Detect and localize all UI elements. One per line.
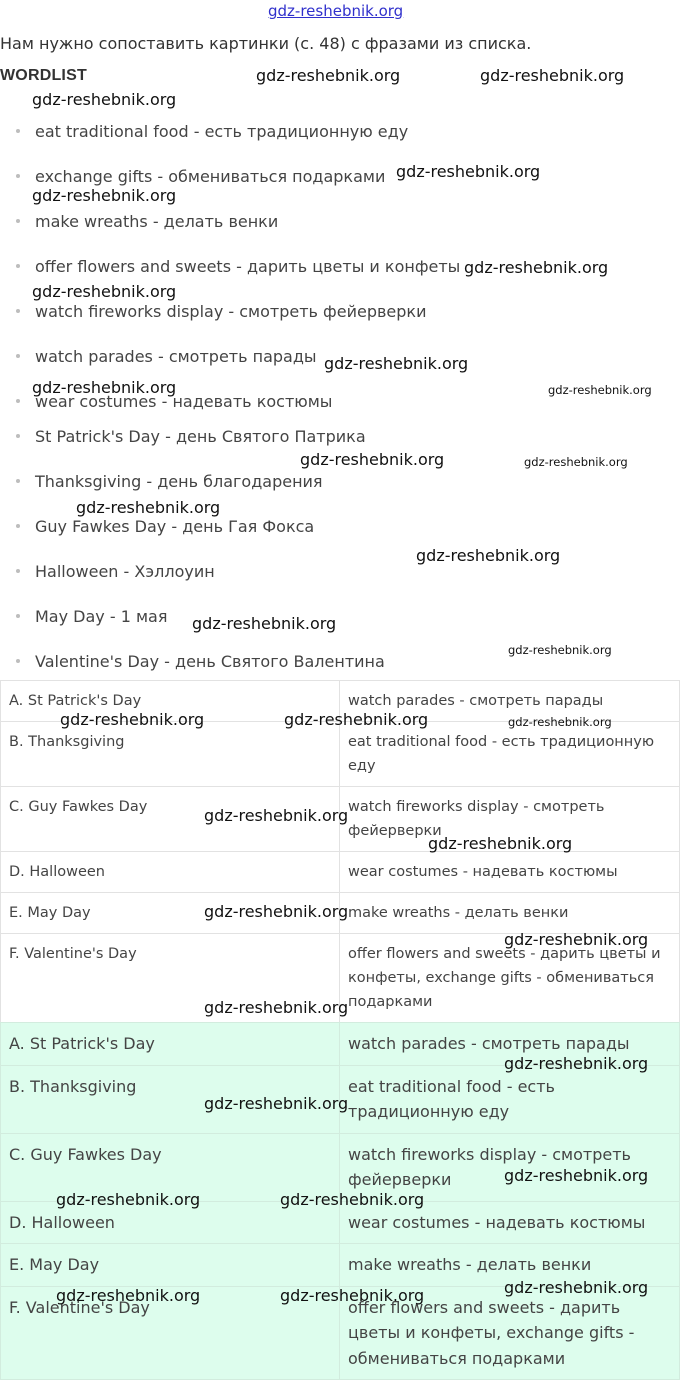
table-row	[1, 852, 680, 893]
list-item: watch fireworks display - смотреть фейерверки	[16, 302, 426, 321]
watermark: gdz-reshebnik.org	[76, 498, 221, 517]
watermark: gdz-reshebnik.org	[192, 614, 337, 633]
holiday-cell: C. Guy Fawkes Day	[1, 1133, 340, 1201]
watermark: gdz-reshebnik.org	[280, 1190, 425, 1209]
bullet-icon	[16, 129, 20, 133]
list-item: Thanksgiving - день благодарения	[16, 472, 323, 491]
holiday-cell: B. Thanksgiving	[1, 1065, 340, 1133]
watermark: gdz-reshebnik.org	[504, 1166, 649, 1185]
watermark: gdz-reshebnik.org	[428, 834, 573, 853]
activity-cell: make wreaths - делать венки	[340, 1244, 680, 1287]
watermark: gdz-reshebnik.org	[524, 455, 628, 469]
bullet-icon	[16, 174, 20, 178]
activity-cell: eat traditional food - есть традиционную еду	[340, 722, 680, 787]
watermark: gdz-reshebnik.org	[396, 162, 541, 181]
list-item: Valentine's Day - день Святого Валентина	[16, 652, 385, 671]
list-item: May Day - 1 мая	[16, 607, 167, 626]
answer-table	[0, 680, 680, 1023]
list-item: exchange gifts - обмениваться подарками	[16, 167, 385, 186]
bullet-icon	[16, 659, 20, 663]
list-item: watch parades - смотреть парады	[16, 347, 317, 366]
bullet-icon	[16, 399, 20, 403]
watermark: gdz-reshebnik.org	[284, 710, 429, 729]
holiday-cell: A. St Patrick's Day	[1, 681, 340, 722]
activity-cell: watch fireworks display - смотреть фейерверки	[340, 1133, 680, 1201]
activity-cell: eat traditional food - есть традиционную еду	[340, 1065, 680, 1133]
list-item: Guy Fawkes Day - день Гая Фокса	[16, 517, 314, 536]
watermark: gdz-reshebnik.org	[464, 258, 609, 277]
watermark: gdz-reshebnik.org	[300, 450, 445, 469]
bullet-icon	[16, 309, 20, 313]
list-item: offer flowers and sweets - дарить цветы и конфеты	[16, 257, 460, 276]
watermark: gdz-reshebnik.org	[32, 186, 177, 205]
site-link[interactable]: gdz-reshebnik.org	[268, 2, 404, 20]
holiday-cell: E. May Day	[1, 1244, 340, 1287]
watermark: gdz-reshebnik.org	[504, 930, 649, 949]
watermark: gdz-reshebnik.org	[324, 354, 469, 373]
activity-cell: wear costumes - надевать костюмы	[340, 852, 680, 893]
bullet-icon	[16, 614, 20, 618]
activity-cell: watch fireworks display - смотреть фейерверки	[340, 787, 680, 852]
list-item: wear costumes - надевать костюмы	[16, 392, 332, 411]
activity-cell: make wreaths - делать венки	[340, 893, 680, 934]
watermark: gdz-reshebnik.org	[504, 1278, 649, 1297]
watermark: gdz-reshebnik.org	[204, 806, 349, 825]
holiday-cell: C. Guy Fawkes Day	[1, 787, 340, 852]
holiday-cell: B. Thanksgiving	[1, 722, 340, 787]
watermark: gdz-reshebnik.org	[32, 90, 177, 109]
intro-text: Нам нужно сопоставить картинки (с. 48) с фразами из списка.	[0, 34, 532, 53]
watermark: gdz-reshebnik.org	[280, 1286, 425, 1305]
watermark: gdz-reshebnik.org	[204, 998, 349, 1017]
activity-cell: watch parades - смотреть парады	[340, 1023, 680, 1066]
list-item: St Patrick's Day - день Святого Патрика	[16, 427, 366, 446]
activity-cell: offer flowers and sweets - дарить цветы и конфеты, exchange gifts - обмениваться подарками	[340, 934, 680, 1023]
watermark: gdz-reshebnik.org	[504, 1054, 649, 1073]
holiday-cell: D. Halloween	[1, 852, 340, 893]
holiday-cell: F. Valentine's Day	[1, 934, 340, 1023]
bullet-icon	[16, 264, 20, 268]
bullet-icon	[16, 524, 20, 528]
list-item: Halloween - Хэллоуин	[16, 562, 215, 581]
watermark: gdz-reshebnik.org	[508, 715, 612, 729]
watermark: gdz-reshebnik.org	[56, 1190, 201, 1209]
watermark: gdz-reshebnik.org	[56, 1286, 201, 1305]
activity-cell: watch parades - смотреть парады	[340, 681, 680, 722]
table-row	[1, 722, 680, 787]
bullet-icon	[16, 354, 20, 358]
watermark: gdz-reshebnik.org	[32, 282, 177, 301]
bullet-icon	[16, 569, 20, 573]
bullet-icon	[16, 434, 20, 438]
activity-cell: offer flowers and sweets - дарить цветы и конфеты, exchange gifts - обмениваться подарками	[340, 1286, 680, 1380]
watermark: gdz-reshebnik.org	[480, 66, 625, 85]
activity-cell: wear costumes - надевать костюмы	[340, 1201, 680, 1244]
watermark: gdz-reshebnik.org	[204, 902, 349, 921]
list-item: make wreaths - делать венки	[16, 212, 278, 231]
bullet-icon	[16, 219, 20, 223]
holiday-cell: E. May Day	[1, 893, 340, 934]
watermark: gdz-reshebnik.org	[508, 643, 612, 657]
bullet-icon	[16, 479, 20, 483]
watermark: gdz-reshebnik.org	[60, 710, 205, 729]
watermark: gdz-reshebnik.org	[416, 546, 561, 565]
watermark: gdz-reshebnik.org	[204, 1094, 349, 1113]
holiday-cell: D. Halloween	[1, 1201, 340, 1244]
holiday-cell: F. Valentine's Day	[1, 1286, 340, 1380]
list-item: eat traditional food - есть традиционную еду	[16, 122, 408, 141]
watermark: gdz-reshebnik.org	[548, 383, 652, 397]
watermark: gdz-reshebnik.org	[256, 66, 401, 85]
watermark: gdz-reshebnik.org	[32, 378, 177, 397]
wordlist-heading: WORDLIST	[0, 67, 87, 84]
holiday-cell: A. St Patrick's Day	[1, 1023, 340, 1066]
